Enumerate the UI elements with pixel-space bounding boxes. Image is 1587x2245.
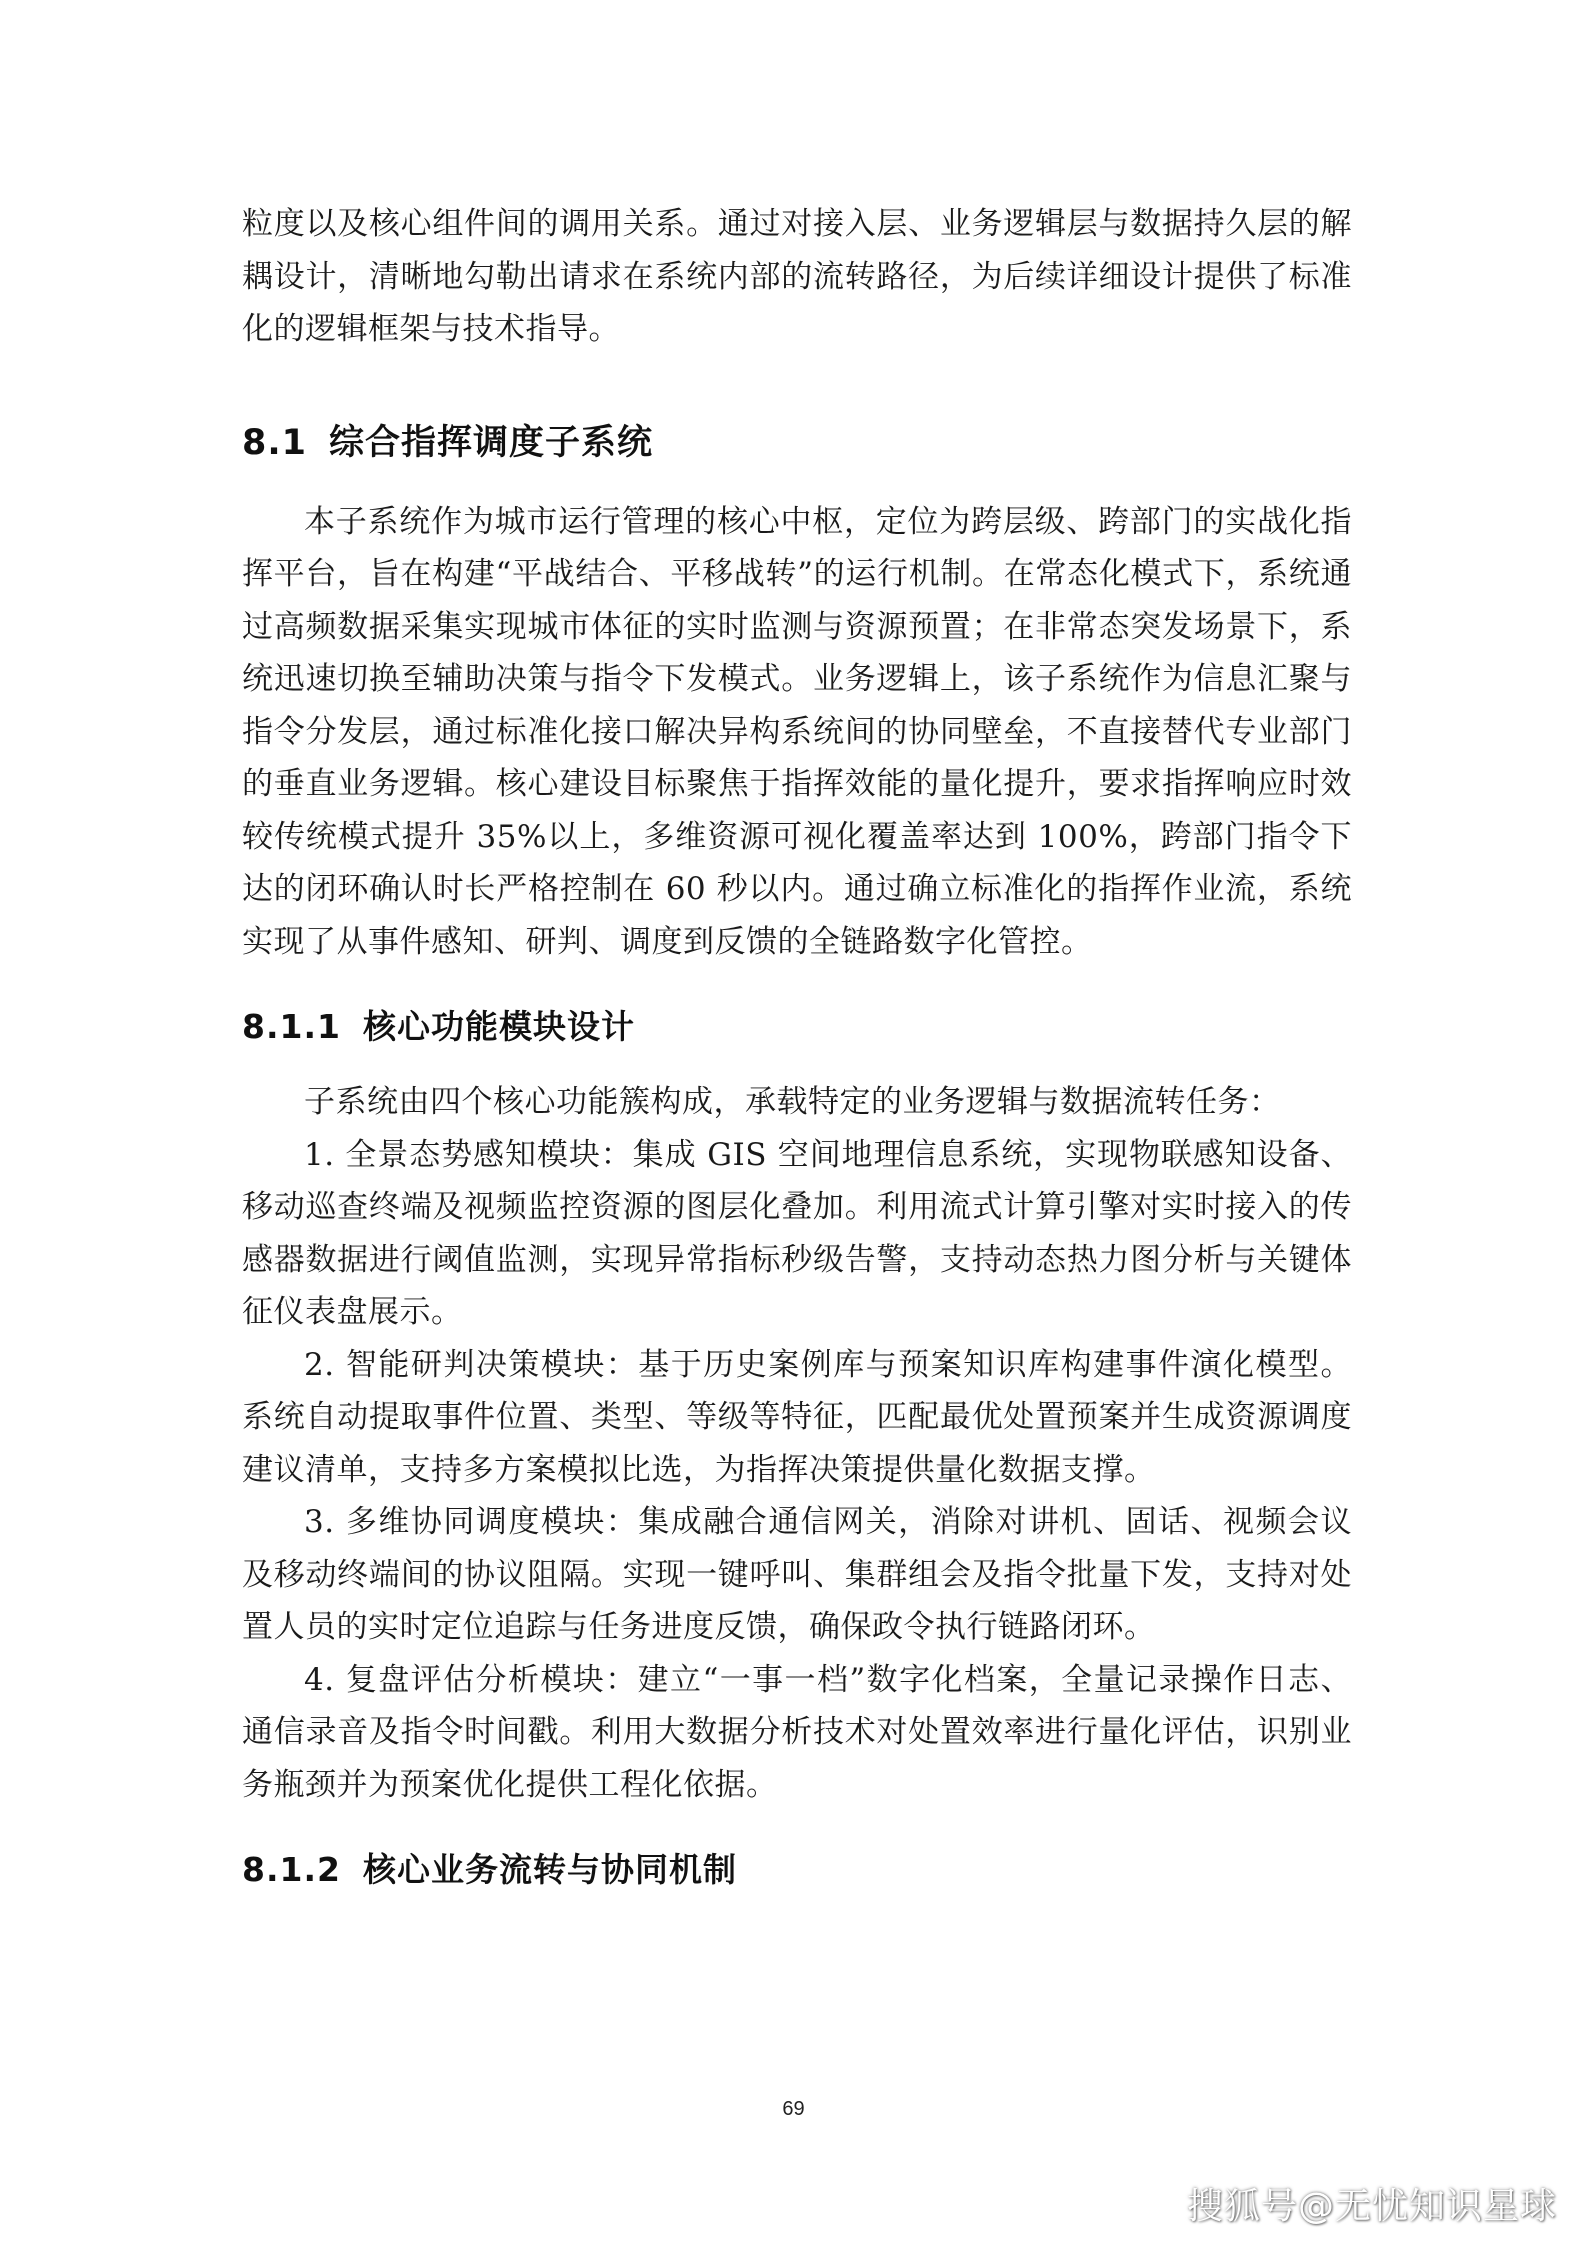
subsection-number: 8.1.2	[242, 1850, 341, 1889]
intro-paragraph: 粒度以及核心组件间的调用关系。通过对接入层、业务逻辑层与数据持久层的解耦设计，清晰地勾勒出请求在系统内部的流转路径，为后续详细设计提供了标准化的逻辑框架与技术指导。	[242, 206, 1352, 347]
section-heading-8-1	[242, 418, 1352, 468]
list-item-2: 2. 智能研判决策模块：基于历史案例库与预案知识库构建事件演化模型。系统自动提取事件位置、类型、等级等特征，匹配最优处置预案并生成资源调度建议清单，支持多方案模拟比选，为指挥决策提供量化数据支撑。	[242, 1346, 1352, 1488]
watermark: 搜狐号@无忧知识星球	[1186, 2186, 1557, 2227]
list-item-3: 3. 多维协同调度模块：集成融合通信网关，消除对讲机、固话、视频会议及移动终端间的协议阻隔。实现一键呼叫、集群组会及指令批量下发，支持对处置人员的实时定位追踪与任务进度反馈，确保政令执行链路闭环。	[242, 1504, 1352, 1645]
list-item-1: 1. 全景态势感知模块：集成 GIS 空间地理信息系统，实现物联感知设备、移动巡查终端及视频监控资源的图层化叠加。利用流式计算引擎对实时接入的传感器数据进行阈值监测，实现异常指标秒级告警，支持动态热力图分析与关键体征仪表盘展示。	[242, 1136, 1352, 1330]
section-title: 综合指挥调度子系统	[329, 422, 654, 463]
subsection-title: 核心功能模块设计	[362, 1007, 635, 1046]
subsection-number: 8.1.1	[242, 1007, 341, 1046]
subsection-intro: 子系统由四个核心功能簇构成，承载特定的业务逻辑与数据流转任务：	[304, 1084, 1281, 1120]
page-number: 69	[782, 2098, 805, 2120]
subsection-title: 核心业务流转与协同机制	[362, 1850, 737, 1889]
section-number: 8.1	[242, 422, 308, 463]
page-content	[242, 198, 1352, 1919]
section-heading-8-1-1	[242, 1002, 1352, 1052]
section-heading-8-1-2	[242, 1845, 1352, 1895]
section-8-1-paragraph: 本子系统作为城市运行管理的核心中枢，定位为跨层级、跨部门的实战化指挥平台，旨在构建“平战结合、平移战转”的运行机制。在常态化模式下，系统通过高频数据采集实现城市体征的实时监测与资源预置；在非常态突发场景下，系统迅速切换至辅助决策与指令下发模式。业务逻辑上，该子系统作为信息汇聚与指令分发层，通过标准化接口解决异构系统间的协同壁垒，不直接替代专业部门的垂直业务逻辑。核心建设目标聚焦于指挥效能的量化提升，要求指挥响应时效较传统模式提升 35%以上，多维资源可视化覆盖率达到 100%，跨部门指令下达的闭环确认时长严格控制在 60 秒以内。通过确立标准化的指挥作业流，系统实现了从事件感知、研判、调度到反馈的全链路数字化管控。	[242, 503, 1352, 960]
list-item-4: 4. 复盘评估分析模块：建立“一事一档”数字化档案，全量记录操作日志、通信录音及指令时间戳。利用大数据分析技术对处置效率进行量化评估，识别业务瓶颈并为预案优化提供工程化依据。	[242, 1661, 1352, 1803]
